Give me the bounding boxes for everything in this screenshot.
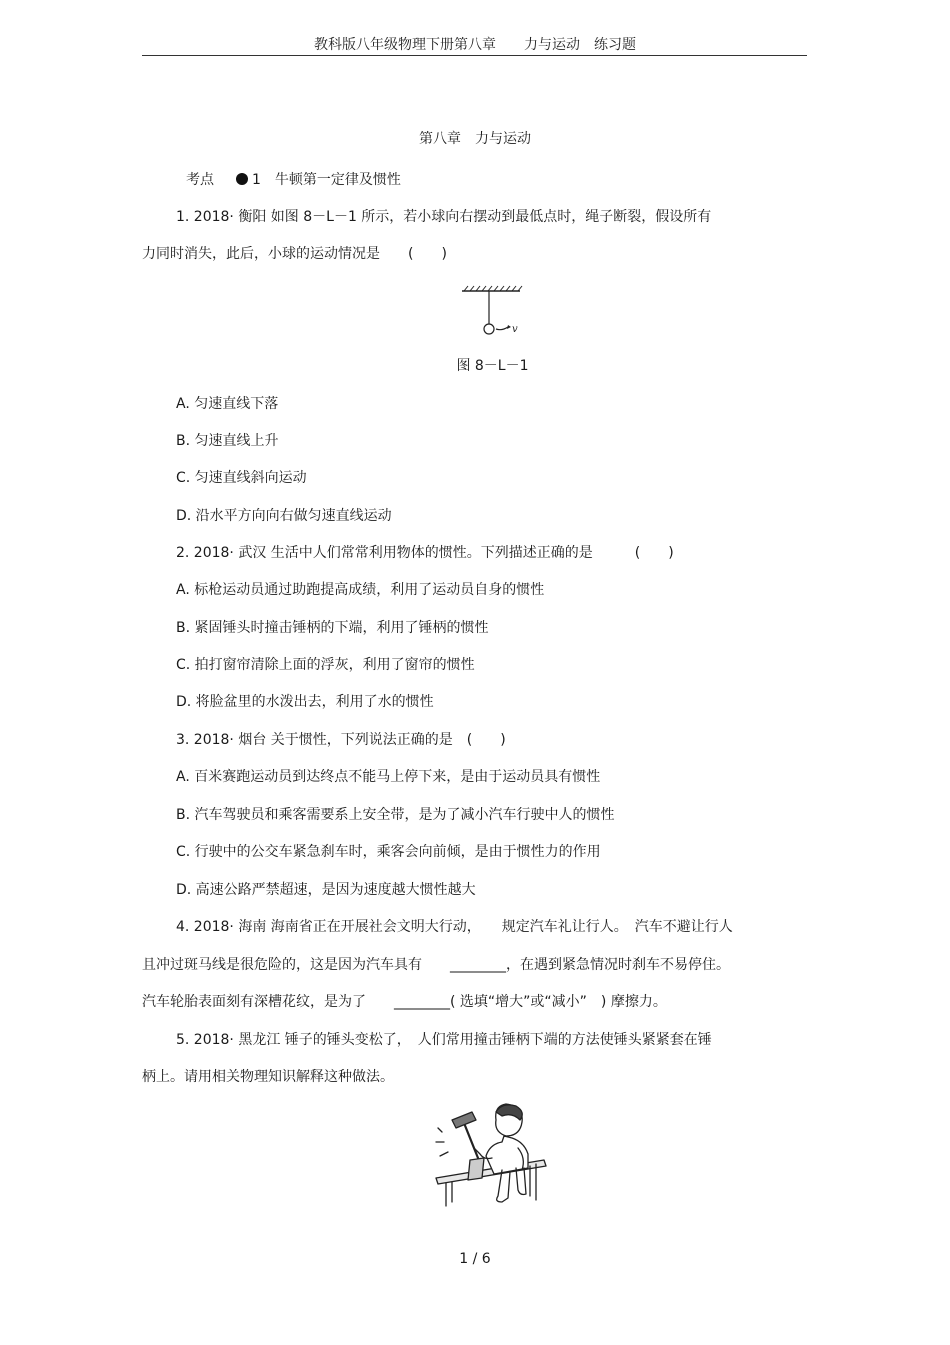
q3-option-d: D. 高速公路严禁超速，是因为速度越大惯性越大	[176, 882, 476, 898]
q1-line1: 1. 2018· 衡阳 如图 8－L－1 所示，若小球向右摆动到最低点时，绳子断裂，假设所有	[176, 209, 712, 225]
section-prefix: 考点	[186, 172, 214, 188]
figure-caption: 图 8－L－1	[456, 358, 529, 374]
q2-option-c: C. 拍打窗帘清除上面的浮灰，利用了窗帘的惯性	[176, 657, 475, 673]
page-number: 1 / 6	[459, 1251, 491, 1267]
chapter-title: 第八章 力与运动	[419, 131, 531, 147]
q1-line2: 力同时消失，此后，小球的运动情况是 ( )	[142, 246, 447, 262]
q5-line1: 5. 2018· 黑龙江 锤子的锤头变松了， 人们常用撞击锤柄下端的方法使锤头紧紧套在锤	[176, 1032, 712, 1048]
section-heading	[186, 171, 401, 189]
q4-line2: 且冲过斑马线是很危险的，这是因为汽车具有 ________，在遇到紧急情况时刹车不易停住。	[142, 957, 730, 973]
page-header: 教科版八年级物理下册第八章 力与运动 练习题	[314, 37, 636, 53]
bullet-dot-icon	[236, 173, 248, 185]
q5-line2: 柄上。请用相关物理知识解释这种做法。	[142, 1069, 394, 1085]
q3-line1: 3. 2018· 烟台 关于惯性，下列说法正确的是 ( )	[176, 732, 506, 748]
q1-option-b: B. 匀速直线上升	[176, 433, 279, 449]
q3-option-a: A. 百米赛跑运动员到达终点不能马上停下来，是由于运动员具有惯性	[176, 769, 601, 785]
q2-option-d: D. 将脸盆里的水泼出去，利用了水的惯性	[176, 694, 434, 710]
q2-line1: 2. 2018· 武汉 生活中人们常常利用物体的惯性。下列描述正确的是 ( )	[176, 545, 674, 561]
q3-option-b: B. 汽车驾驶员和乘客需要系上安全带，是为了减小汽车行驶中人的惯性	[176, 807, 615, 823]
velocity-label: v	[512, 324, 518, 335]
q3-option-c: C. 行驶中的公交车紧急刹车时，乘客会向前倾，是由于惯性力的作用	[176, 844, 601, 860]
section-name: 牛顿第一定律及惯性	[274, 172, 401, 188]
section-number: 1	[252, 172, 261, 188]
q4-line3: 汽车轮胎表面刻有深槽花纹，是为了 ________( 选填“增大”或“减小” ) 摩擦力。	[142, 994, 667, 1010]
q2-option-a: A. 标枪运动员通过助跑提高成绩，利用了运动员自身的惯性	[176, 582, 545, 598]
q1-option-d: D. 沿水平方向向右做匀速直线运动	[176, 508, 392, 524]
q1-option-a: A. 匀速直线下落	[176, 396, 279, 412]
header-rule	[142, 55, 807, 56]
q1-option-c: C. 匀速直线斜向运动	[176, 470, 307, 486]
hammer-illustration	[432, 1098, 550, 1214]
q4-line1: 4. 2018· 海南 海南省正在开展社会文明大行动， 规定汽车礼让行人。 汽车不避让行人	[176, 919, 733, 935]
q2-option-b: B. 紧固锤头时撞击锤柄的下端，利用了锤柄的惯性	[176, 620, 489, 636]
pendulum-figure	[455, 283, 525, 339]
